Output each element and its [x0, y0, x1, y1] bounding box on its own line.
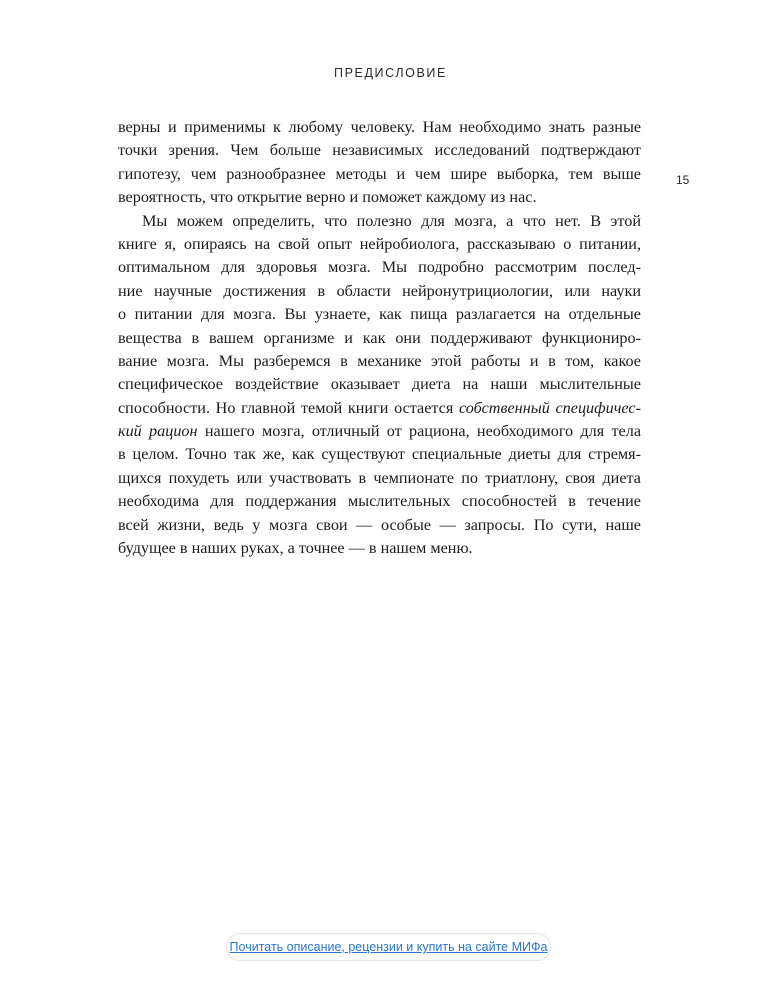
text-line: вание мозга. Мы разберемся в механике этой работы и в том, какое: [118, 351, 641, 370]
text-line: необходима для поддержания мыслительных способностей в течение: [118, 492, 641, 511]
text-run: нашего мозга, отличный от рациона, необходимого для тела: [197, 422, 642, 441]
text-line: щихся похудеть или участвовать в чемпионате по триатлону, своя диета: [118, 468, 641, 487]
text-line: точки зрения. Чем больше независимых исследований подтверждают: [118, 141, 641, 160]
italic-term: кий рацион: [118, 422, 198, 441]
text-line: оптимальном для здоровья мозга. Мы подробно рассмотрим послед-: [118, 258, 641, 277]
text-line: книге я, опираясь на свой опыт нейробиолога, рассказываю о питании,: [118, 234, 641, 253]
text-line: верны и применимы к любому человеку. Нам необходимо знать разные: [118, 118, 641, 136]
text-line: специфическое воздействие оказывает диета на наши мыслительные: [118, 375, 641, 394]
body-text: [118, 116, 641, 560]
text-line: вещества в вашем организме и как они поддерживают функциониро-: [118, 328, 641, 347]
buy-book-link[interactable]: Почитать описание, рецензии и купить на сайте МИФа: [226, 933, 551, 961]
text-line: гипотезу, чем разнообразнее методы и чем шире выборка, тем выше: [118, 164, 641, 183]
text-line: в целом. Точно так же, как существуют специальные диеты для стремя-: [118, 445, 641, 464]
text-line: вероятность, что открытие верно и поможет каждому из нас.: [118, 188, 537, 207]
text-line: [118, 397, 641, 420]
text-line: о питании для мозга. Вы узнаете, как пища разлагается на отдельные: [118, 305, 641, 324]
running-head: ПРЕДИСЛОВИЕ: [334, 66, 447, 80]
italic-term: собственный специфичес-: [459, 398, 641, 417]
text-line: всей жизни, ведь у мозга свои — особые — запросы. По сути, наше: [118, 515, 641, 534]
text-line: Мы можем определить, что полезно для мозга, а что нет. В этой: [142, 211, 641, 230]
text-line: [118, 420, 641, 443]
text-line: будущее в наших руках, а точнее — в нашем меню.: [118, 539, 473, 558]
page-number: 15: [676, 173, 690, 187]
text-run: способности. Но главной темой книги остается: [118, 398, 459, 417]
text-line: ние научные достижения в области нейронутрициологии, или науки: [118, 281, 641, 300]
